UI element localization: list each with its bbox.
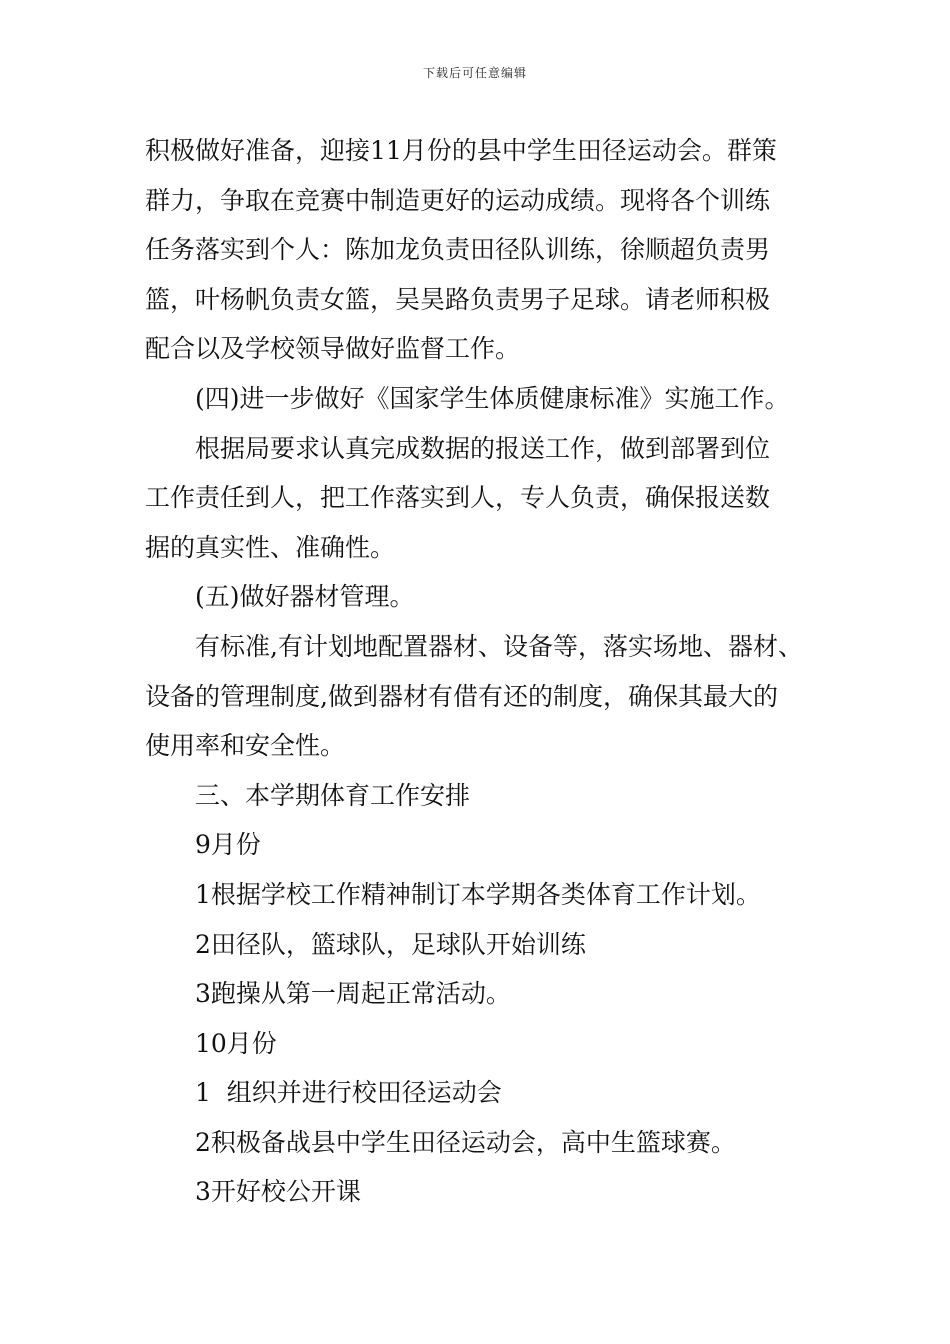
page-header: 下载后可任意编辑 — [422, 66, 527, 80]
text-line: 积极做好准备，迎接11月份的县中学生田径运动会。群策 — [145, 136, 777, 165]
list-item: 2田径队，篮球队，足球队开始训练 — [195, 929, 586, 959]
list-item: 1根据学校工作精神制订本学期各类体育工作计划。 — [195, 879, 761, 909]
month-heading-october: 10月份 — [195, 1028, 277, 1058]
month-heading-september: 9月份 — [195, 830, 261, 860]
text-line: 据的真实性、准确性。 — [145, 532, 396, 562]
text-line: 配合以及学校领导做好监督工作。 — [145, 334, 521, 364]
section-heading-4: (四)进一步做好《国家学生体质健康标准》实施工作。 — [195, 383, 790, 413]
list-item: 3开好校公开课 — [195, 1177, 361, 1207]
section-heading-5: (五)做好器材管理。 — [195, 582, 415, 612]
section-heading-3: 三、本学期体育工作安排 — [195, 780, 471, 810]
text-line: 篮，叶杨帆负责女篮，吴昊路负责男子足球。请老师积极 — [145, 284, 771, 314]
paragraph-data-reporting — [145, 424, 825, 573]
text-line: 根据局要求认真完成数据的报送工作，做到部署到位 — [195, 433, 771, 463]
paragraph-training-plan — [145, 126, 825, 374]
text-line: 有标准,有计划地配置器材、设备等，落实场地、器材、 — [195, 631, 803, 661]
text-line: 任务落实到个人：陈加龙负责田径队训练，徐顺超负责男 — [145, 235, 771, 265]
list-item: 1 组织并进行校田径运动会 — [195, 1078, 502, 1108]
document-body — [145, 126, 825, 1217]
list-item: 2积极备战县中学生田径运动会，高中生篮球赛。 — [195, 1127, 736, 1157]
text-line: 工作责任到人，把工作落实到人，专人负责，确保报送数 — [145, 483, 771, 513]
text-line: 使用率和安全性。 — [145, 731, 346, 761]
text-line: 群力，争取在竞赛中制造更好的运动成绩。现将各个训练 — [145, 185, 771, 215]
text-line: 设备的管理制度,做到器材有借有还的制度，确保其最大的 — [145, 681, 778, 711]
paragraph-equipment — [145, 622, 825, 771]
list-item: 3跑操从第一周起正常活动。 — [195, 979, 511, 1009]
